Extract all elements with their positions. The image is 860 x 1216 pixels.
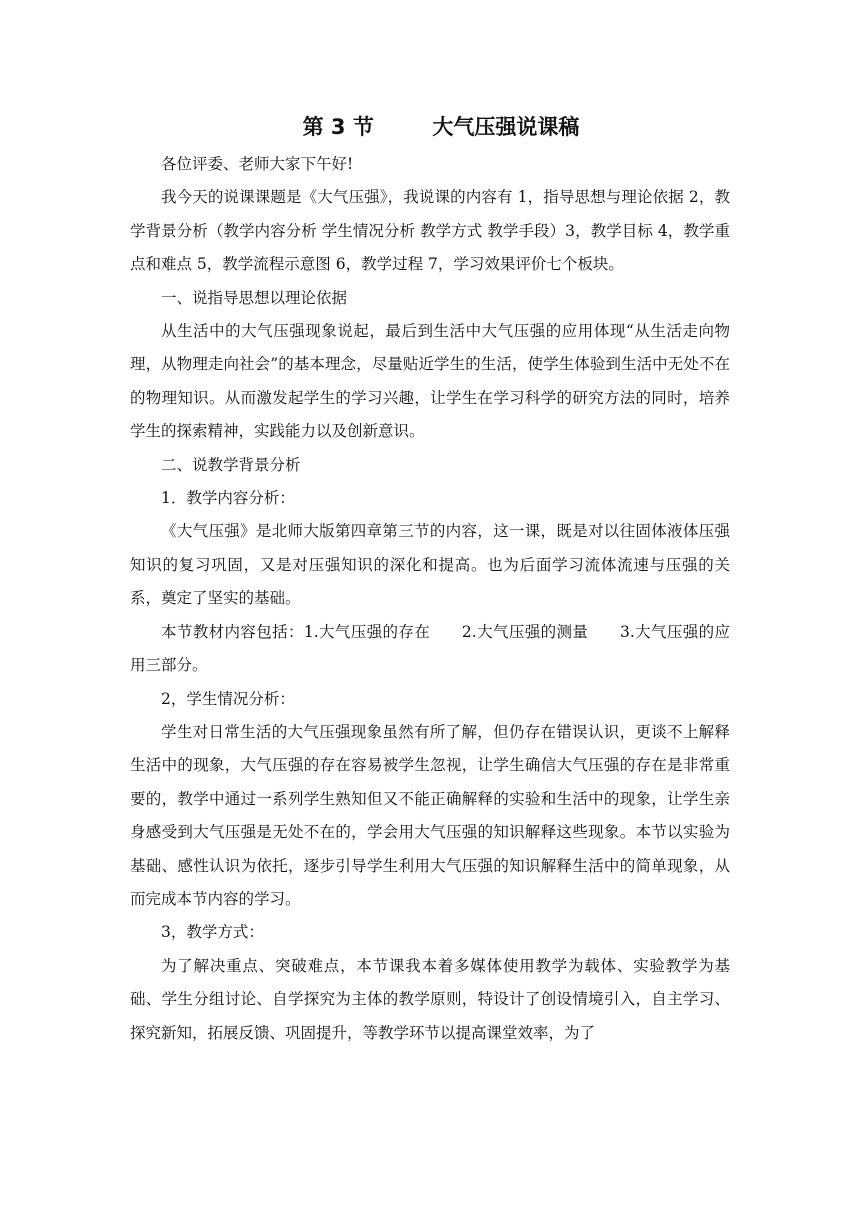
subheading-teaching-method: 3，教学方式： [161,923,264,942]
section-heading-guiding-ideas: 一、说指导思想以理论依据 [161,288,348,307]
paragraph-guiding-ideas: 从生活中的大气压强现象说起，最后到生活中大气压强的应用体现“从生活走向物理，从物理走向社会”的基本理念，尽量贴近学生的生活，使学生体验到生活中无处不在的物理知识。从而激发起学生的学习兴趣，让学生在学习科学的研究方法的同时，培养学生的探索精神，实践能力以及创新意识。 [130,322,730,441]
section-heading-background: 二、说教学背景分析 [161,455,301,474]
subheading-student-analysis: 2，学生情况分析： [161,689,295,708]
paragraph-student-analysis: 学生对日常生活的大气压强现象虽然有所了解，但仍存在错误认识，更谈不上解释生活中的现象，大气压强的存在容易被学生忽视，让学生确信大气压强的存在是非常重要的，教学中通过一系列学生熟知但又不能正确解释的实验和生活中的现象，让学生亲身感受到大气压强是无处不在的，学会用大气压强的知识解释这些现象。本节以实验为基础、感性认识为依托，逐步引导学生利用大气压强的知识解释生活中的简单现象，从而完成本节内容的学习。 [130,722,730,908]
subheading-content-analysis: 1．教学内容分析： [161,489,295,508]
paragraph-greeting: 各位评委、老师大家下午好! [161,155,354,173]
paragraph-content-parts: 本节教材内容包括：1.大气压强的存在 2.大气压强的测量 3.大气压强的应用三部分。 [130,622,730,675]
paragraph-topic-overview: 我今天的说课课题是《大气压强》，我说课的内容有 1，指导思想与理论依据 2，教学背景分析（教学内容分析 学生情况分析 教学方式 教学手段）3，教学目标 4，教学重点和难点 5，教学流程示意图 6，教学过程 7，学习效果评价七个板块。 [130,188,730,274]
paragraph-teaching-method: 为了解决重点、突破难点，本节课我本着多媒体使用教学为载体、实验教学为基础、学生分组讨论、自学探究为主体的教学原则，特设计了创设情境引入，自主学习、探究新知，拓展反馈、巩固提升，等教学环节以提高课堂效率，为了 [130,956,730,1042]
page-title: 第 3 节 大气压强说课稿 [302,115,580,139]
paragraph-content-analysis: 《大气压强》是北师大版第四章第三节的内容，这一课，既是对以往固体液体压强知识的复习巩固，又是对压强知识的深化和提高。也为后面学习流体流速与压强的关系，奠定了坚实的基础。 [130,522,730,608]
document-page [130,110,730,1050]
